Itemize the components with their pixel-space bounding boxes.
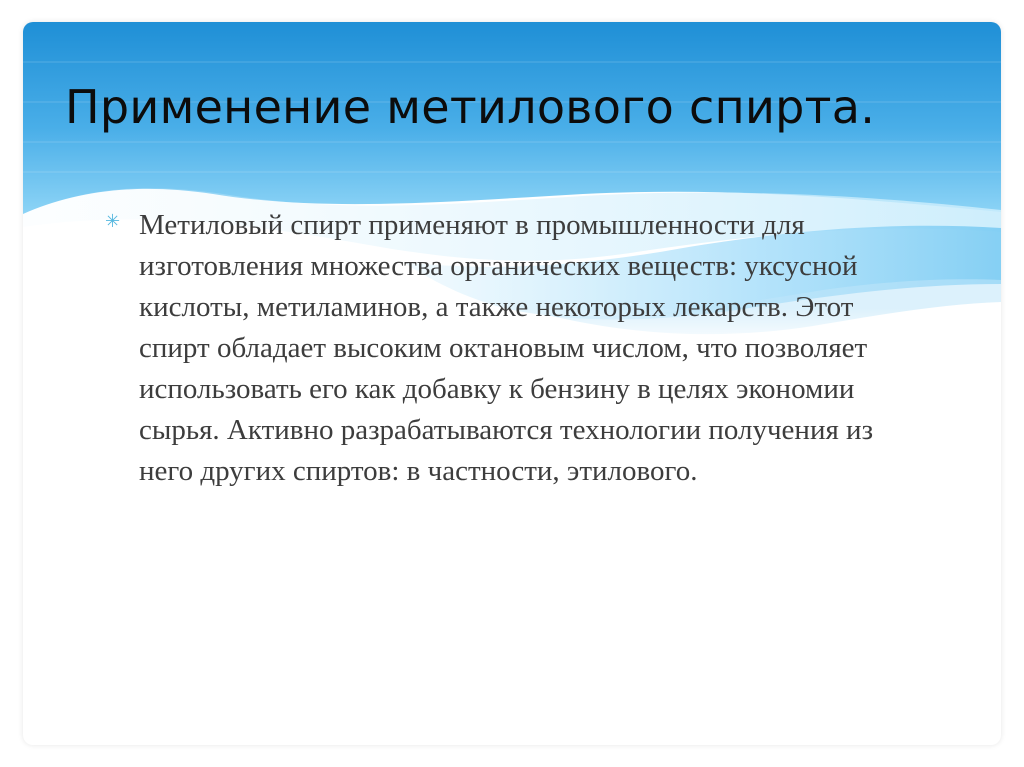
slide-body (105, 205, 905, 492)
presentation-slide (23, 22, 1001, 745)
bullet-text: Метиловый спирт применяют в промышленности для изготовления множества органических веществ: уксусной кислоты, метиламинов, а также некоторых лекарств. Этот спирт обладает высоким октановым числом, что позволяет использовать его как добавку к бензину в целях экономии сырья. Активно разрабатываются технологии получения из него других спиртов: в частности, этилового. (139, 209, 874, 487)
asterisk-bullet-icon: ✳ (105, 211, 121, 232)
slide-title: Применение метилового спирта. (65, 80, 876, 134)
